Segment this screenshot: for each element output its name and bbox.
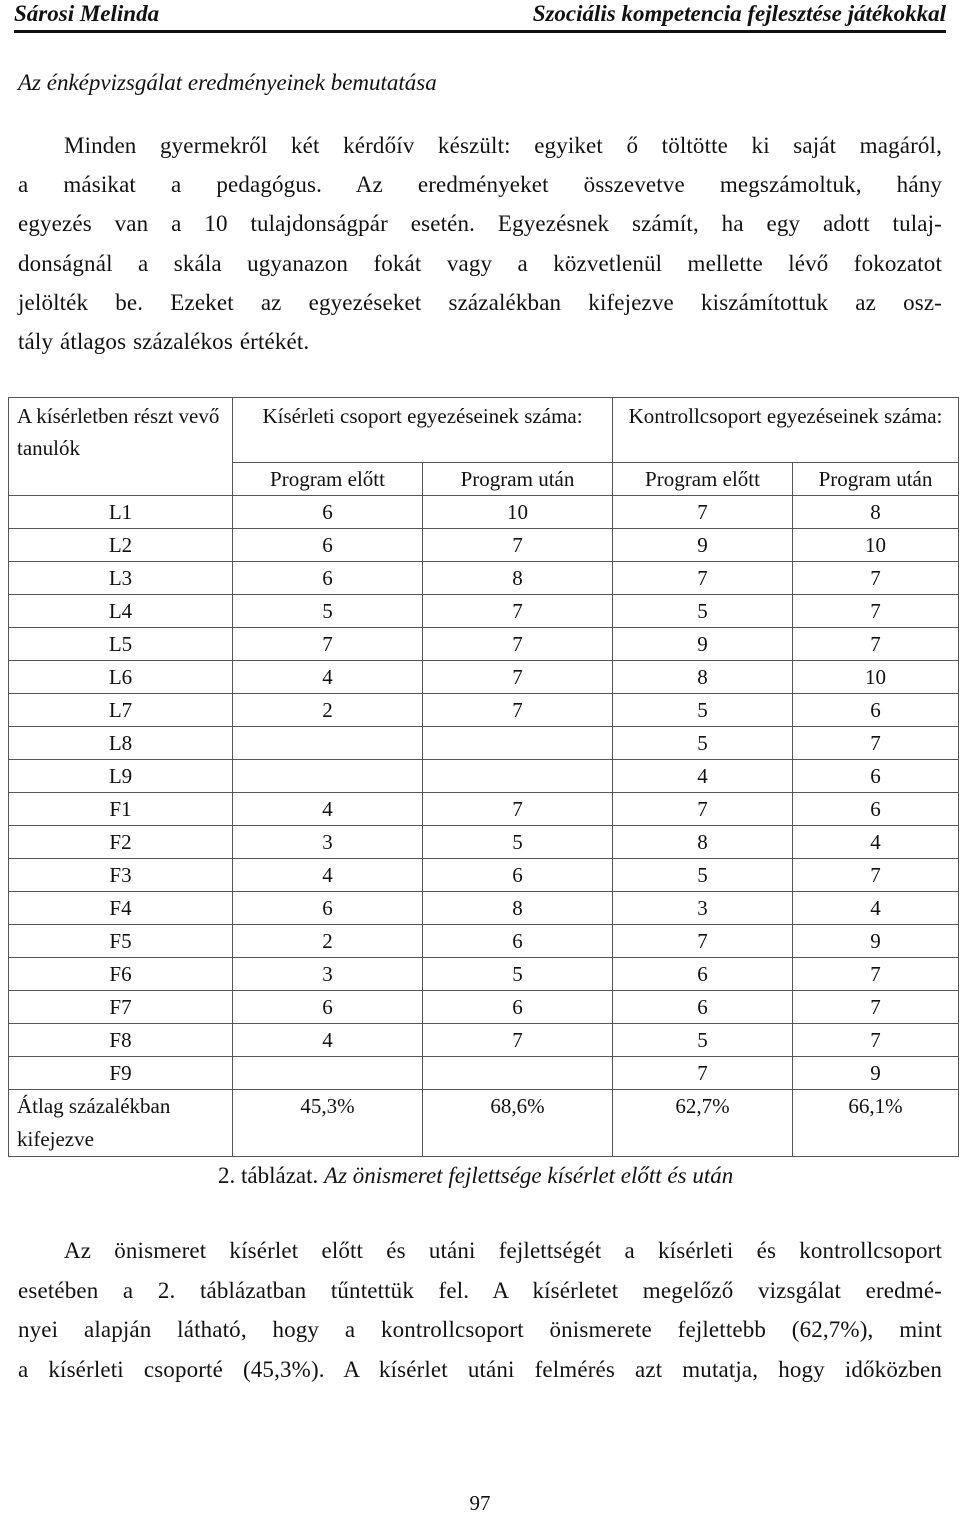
intro-line: jelölték be. Ezeket az egyezéseket százalékban kifejezve kiszámítottuk az osz-	[18, 289, 942, 315]
count-cell: 6	[233, 562, 423, 595]
header-author: Sárosi Melinda	[14, 1, 160, 26]
count-cell: 4	[233, 1024, 423, 1057]
count-cell: 8	[423, 562, 613, 595]
count-cell	[233, 1057, 423, 1090]
count-cell: 2	[233, 694, 423, 727]
intro-line: tály átlagos százalékos értékét.	[18, 328, 310, 354]
table-row	[9, 628, 959, 661]
count-cell: 5	[613, 595, 793, 628]
table-row	[9, 925, 959, 958]
student-code-cell: F7	[9, 991, 233, 1024]
count-cell	[423, 727, 613, 760]
intro-paragraph	[18, 126, 942, 361]
count-cell: 7	[793, 859, 959, 892]
count-cell: 7	[423, 694, 613, 727]
count-cell	[423, 760, 613, 793]
student-code-cell: L8	[9, 727, 233, 760]
count-cell: 6	[233, 892, 423, 925]
average-cell: 66,1%	[793, 1090, 959, 1157]
count-cell: 6	[793, 793, 959, 826]
count-cell: 7	[793, 1024, 959, 1057]
intro-line: Minden gyermekről két kérdőív készült: egyiket ő töltötte ki saját magáról,	[64, 133, 942, 158]
average-row	[9, 1090, 959, 1157]
average-label: Átlag százalékban kifejezve	[9, 1090, 233, 1157]
student-code-cell: F9	[9, 1057, 233, 1090]
table-row	[9, 859, 959, 892]
intro-line: a másikat a pedagógus. Az eredményeket összevetve megszámoltuk, hány	[18, 172, 942, 198]
count-cell: 3	[233, 958, 423, 991]
count-cell: 2	[233, 925, 423, 958]
table-row	[9, 562, 959, 595]
count-cell: 10	[423, 496, 613, 529]
table-row	[9, 991, 959, 1024]
student-code-cell: L6	[9, 661, 233, 694]
student-code-cell: L1	[9, 496, 233, 529]
count-cell: 7	[423, 628, 613, 661]
count-cell: 7	[613, 562, 793, 595]
count-cell: 6	[423, 859, 613, 892]
caption-title: Az önismeret fejlettsége kísérlet előtt és után	[324, 1163, 734, 1188]
count-cell: 7	[793, 562, 959, 595]
student-code-cell: L5	[9, 628, 233, 661]
count-cell: 7	[613, 793, 793, 826]
count-cell: 5	[613, 694, 793, 727]
student-code-cell: F4	[9, 892, 233, 925]
table-row	[9, 826, 959, 859]
count-cell: 8	[793, 496, 959, 529]
corner-header: A kísérletben részt vevő tanulók	[9, 398, 233, 496]
count-cell: 7	[423, 595, 613, 628]
count-cell: 6	[613, 958, 793, 991]
discussion-line: a kísérleti csoporté (45,3%). A kísérlet utáni felmérés azt mutatja, hogy időközben	[18, 1356, 942, 1382]
header-title: Szociális kompetencia fejlesztése játékokkal	[532, 1, 946, 26]
count-cell: 7	[233, 628, 423, 661]
table-row	[9, 496, 959, 529]
student-code-cell: F3	[9, 859, 233, 892]
count-cell: 9	[793, 925, 959, 958]
count-cell: 6	[423, 991, 613, 1024]
count-cell: 4	[793, 826, 959, 859]
table-row	[9, 727, 959, 760]
discussion-line: esetében a 2. táblázatban tűntettük fel. A kísérletet megelőző vizsgálat eredmé-	[18, 1277, 942, 1303]
count-cell: 4	[233, 859, 423, 892]
table-row	[9, 1024, 959, 1057]
count-cell: 5	[613, 1024, 793, 1057]
discussion-paragraph	[18, 1231, 942, 1389]
count-cell: 6	[233, 529, 423, 562]
student-code-cell: F6	[9, 958, 233, 991]
table-caption	[218, 1160, 733, 1192]
student-code-cell: F1	[9, 793, 233, 826]
student-code-cell: L4	[9, 595, 233, 628]
table-row	[9, 760, 959, 793]
count-cell: 5	[233, 595, 423, 628]
results-table	[8, 397, 959, 1157]
subheader-cell: Program előtt	[613, 463, 793, 496]
student-code-cell: L3	[9, 562, 233, 595]
table-row	[9, 595, 959, 628]
count-cell: 6	[233, 991, 423, 1024]
count-cell: 9	[613, 529, 793, 562]
table-row	[9, 529, 959, 562]
subheader-cell: Program után	[793, 463, 959, 496]
count-cell: 10	[793, 529, 959, 562]
count-cell: 6	[423, 925, 613, 958]
count-cell: 9	[613, 628, 793, 661]
count-cell: 8	[613, 826, 793, 859]
running-header	[14, 0, 946, 33]
count-cell: 5	[613, 859, 793, 892]
count-cell: 7	[423, 529, 613, 562]
count-cell: 6	[233, 496, 423, 529]
count-cell: 7	[793, 991, 959, 1024]
table-row	[9, 793, 959, 826]
student-code-cell: L9	[9, 760, 233, 793]
average-cell: 62,7%	[613, 1090, 793, 1157]
count-cell: 7	[613, 496, 793, 529]
count-cell: 3	[613, 892, 793, 925]
count-cell: 7	[423, 661, 613, 694]
section-heading: Az énképvizsgálat eredményeinek bemutatása	[18, 70, 437, 95]
count-cell: 5	[423, 826, 613, 859]
student-code-cell: F2	[9, 826, 233, 859]
count-cell: 8	[423, 892, 613, 925]
student-code-cell: L2	[9, 529, 233, 562]
discussion-line: nyei alapján látható, hogy a kontrollcsoport önismerete fejlettebb (62,7%), mint	[18, 1317, 942, 1342]
caption-number: 2. táblázat.	[218, 1163, 319, 1188]
count-cell: 4	[233, 793, 423, 826]
count-cell: 7	[793, 958, 959, 991]
average-cell: 68,6%	[423, 1090, 613, 1157]
count-cell: 7	[613, 1057, 793, 1090]
count-cell: 5	[423, 958, 613, 991]
count-cell: 7	[793, 727, 959, 760]
count-cell: 7	[793, 628, 959, 661]
count-cell: 7	[423, 1024, 613, 1057]
count-cell: 7	[613, 925, 793, 958]
count-cell: 6	[793, 760, 959, 793]
table-body	[9, 496, 959, 1090]
table-row	[9, 892, 959, 925]
count-cell: 7	[423, 793, 613, 826]
student-code-cell: L7	[9, 694, 233, 727]
table-row	[9, 958, 959, 991]
page-number: 97	[469, 1491, 491, 1515]
experimental-group-header: Kísérleti csoport egyezéseinek száma:	[233, 398, 613, 463]
count-cell: 4	[613, 760, 793, 793]
student-code-cell: F5	[9, 925, 233, 958]
subheader-cell: Program után	[423, 463, 613, 496]
control-group-header: Kontrollcsoport egyezéseinek száma:	[613, 398, 959, 463]
average-cell: 45,3%	[233, 1090, 423, 1157]
discussion-line: Az önismeret kísérlet előtt és utáni fejlettségét a kísérleti és kontrollcsoport	[64, 1238, 942, 1263]
table-row	[9, 694, 959, 727]
count-cell: 4	[793, 892, 959, 925]
intro-line: egyezés van a 10 tulajdonságpár esetén. Egyezésnek számít, ha egy adott tulaj-	[18, 211, 942, 237]
count-cell	[233, 760, 423, 793]
count-cell: 3	[233, 826, 423, 859]
count-cell: 6	[793, 694, 959, 727]
count-cell: 7	[793, 595, 959, 628]
table-row	[9, 1057, 959, 1090]
count-cell: 6	[613, 991, 793, 1024]
table-header-row	[9, 398, 959, 463]
count-cell: 5	[613, 727, 793, 760]
student-code-cell: F8	[9, 1024, 233, 1057]
count-cell	[233, 727, 423, 760]
count-cell: 8	[613, 661, 793, 694]
subheader-cell: Program előtt	[233, 463, 423, 496]
count-cell: 4	[233, 661, 423, 694]
table-row	[9, 661, 959, 694]
intro-line: donságnál a skála ugyanazon fokát vagy a közvetlenül mellette lévő fokozatot	[18, 250, 942, 276]
count-cell	[423, 1057, 613, 1090]
count-cell: 9	[793, 1057, 959, 1090]
count-cell: 10	[793, 661, 959, 694]
